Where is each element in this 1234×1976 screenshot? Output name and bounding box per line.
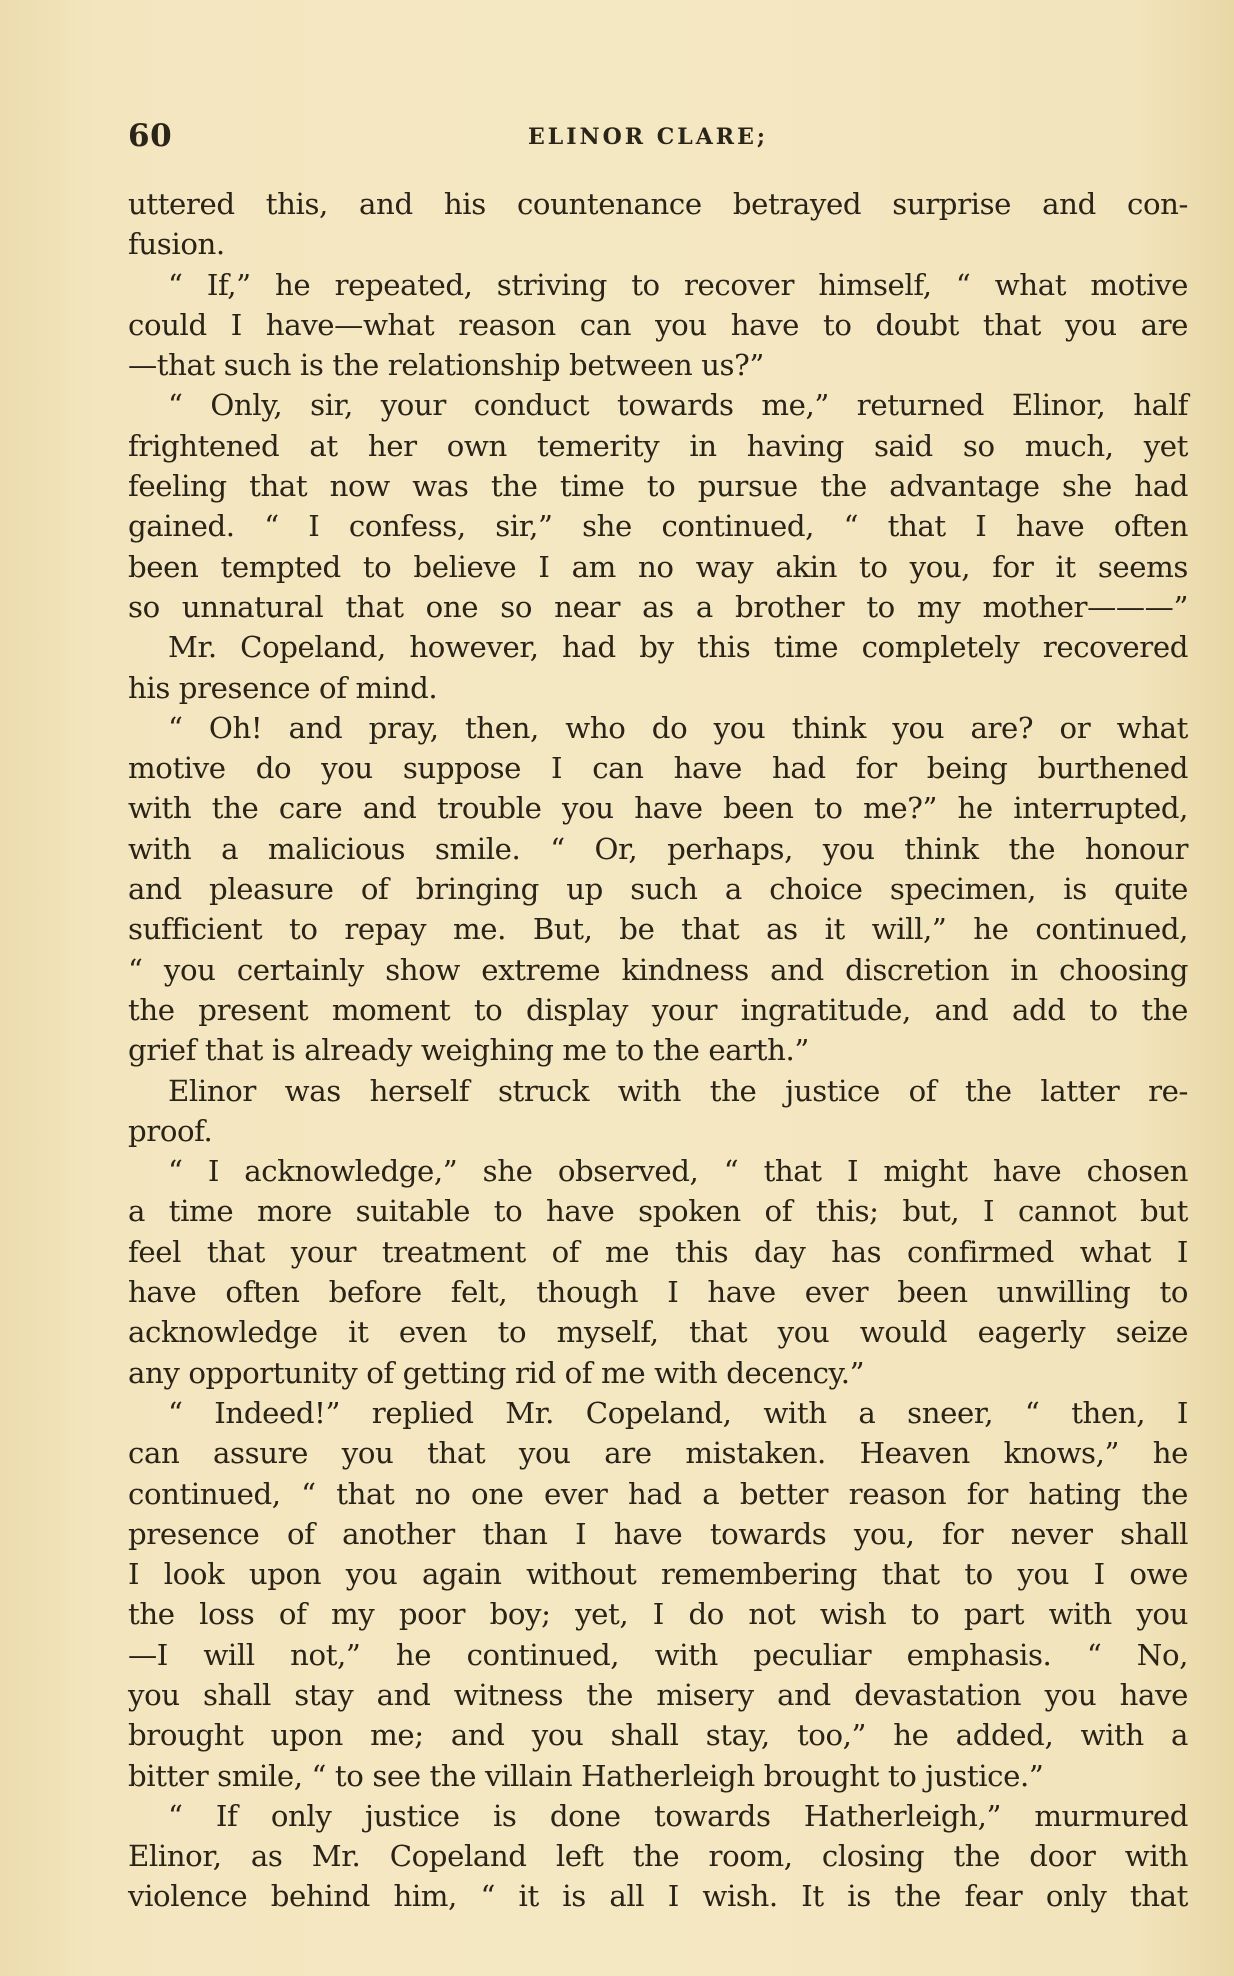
- text-line: with the care and trouble you have been to me?” he interrupted,: [128, 791, 1188, 826]
- text-line: been tempted to believe I am no way akin to you, for it seems: [128, 549, 1188, 584]
- text-line: continued, “ that no one ever had a better reason for hating the: [128, 1476, 1188, 1511]
- text-line: the present moment to display your ingratitude, and add to the: [128, 992, 1188, 1027]
- text-line: you shall stay and witness the misery and devastation you have: [128, 1677, 1188, 1712]
- text-line: presence of another than I have towards you, for never shall: [128, 1516, 1188, 1551]
- page-number: 60: [128, 118, 173, 154]
- text-line: “ you certainly show extreme kindness and discretion in choosing: [128, 952, 1188, 987]
- text-line: and pleasure of bringing up such a choice specimen, is quite: [128, 872, 1188, 907]
- running-head: ELINOR CLARE;: [528, 124, 768, 150]
- text-line: any opportunity of getting rid of me with decency.”: [128, 1355, 865, 1390]
- text-line: Mr. Copeland, however, had by this time completely recovered: [168, 630, 1188, 665]
- text-line: “ If,” he repeated, striving to recover himself, “ what motive: [168, 267, 1188, 302]
- text-line: —I will not,” he continued, with peculiar emphasis. “ No,: [128, 1637, 1188, 1672]
- text-line: frightened at her own temerity in having said so much, yet: [128, 428, 1188, 463]
- text-line: violence behind him, “ it is all I wish. It is the fear only that: [128, 1879, 1188, 1914]
- text-line: have often before felt, though I have ever been unwilling to: [128, 1275, 1188, 1310]
- text-line: I look upon you again without remembering that to you I owe: [128, 1557, 1188, 1592]
- text-line: bitter smile, “ to see the villain Hatherleigh brought to justice.”: [128, 1758, 1044, 1793]
- text-line: could I have—what reason can you have to doubt that you are: [128, 307, 1188, 342]
- text-line: the loss of my poor boy; yet, I do not wish to part with you: [128, 1597, 1188, 1632]
- text-line: sufficient to repay me. But, be that as it will,” he continued,: [128, 912, 1188, 947]
- text-line: fusion.: [128, 227, 225, 262]
- text-line: his presence of mind.: [128, 670, 438, 705]
- body-text: [128, 184, 1188, 1917]
- text-line: so unnatural that one so near as a brother to my mother———”: [128, 589, 1188, 624]
- text-line: —that such is the relationship between us?”: [128, 348, 764, 383]
- text-line: Elinor, as Mr. Copeland left the room, closing the door with: [128, 1839, 1188, 1874]
- page-header: [128, 118, 1188, 158]
- text-line: feel that your treatment of me this day has confirmed what I: [128, 1234, 1188, 1269]
- text-line: Elinor was herself struck with the justice of the latter re-: [168, 1073, 1188, 1108]
- text-line: “ I acknowledge,” she observed, “ that I might have chosen: [168, 1154, 1188, 1189]
- text-line: motive do you suppose I can have had for being burthened: [128, 751, 1188, 786]
- text-line: “ Oh! and pray, then, who do you think you are? or what: [168, 710, 1188, 745]
- text-line: brought upon me; and you shall stay, too,” he added, with a: [128, 1718, 1188, 1753]
- text-line: uttered this, and his countenance betrayed surprise and con-: [128, 187, 1188, 221]
- text-line: gained. “ I confess, sir,” she continued, “ that I have often: [128, 509, 1188, 544]
- text-line: can assure you that you are mistaken. Heaven knows,” he: [128, 1436, 1188, 1471]
- text-line: feeling that now was the time to pursue the advantage she had: [128, 469, 1188, 504]
- text-line: proof.: [128, 1113, 213, 1148]
- text-line: “ Indeed!” replied Mr. Copeland, with a sneer, “ then, I: [168, 1395, 1188, 1430]
- text-line: a time more suitable to have spoken of this; but, I cannot but: [128, 1194, 1188, 1229]
- text-line: grief that is already weighing me to the earth.”: [128, 1033, 809, 1068]
- text-line: with a malicious smile. “ Or, perhaps, you think the honour: [128, 831, 1188, 866]
- text-line: acknowledge it even to myself, that you would eagerly seize: [128, 1315, 1188, 1350]
- text-line: “ Only, sir, your conduct towards me,” returned Elinor, half: [168, 388, 1188, 423]
- text-line: “ If only justice is done towards Hatherleigh,” murmured: [168, 1798, 1188, 1833]
